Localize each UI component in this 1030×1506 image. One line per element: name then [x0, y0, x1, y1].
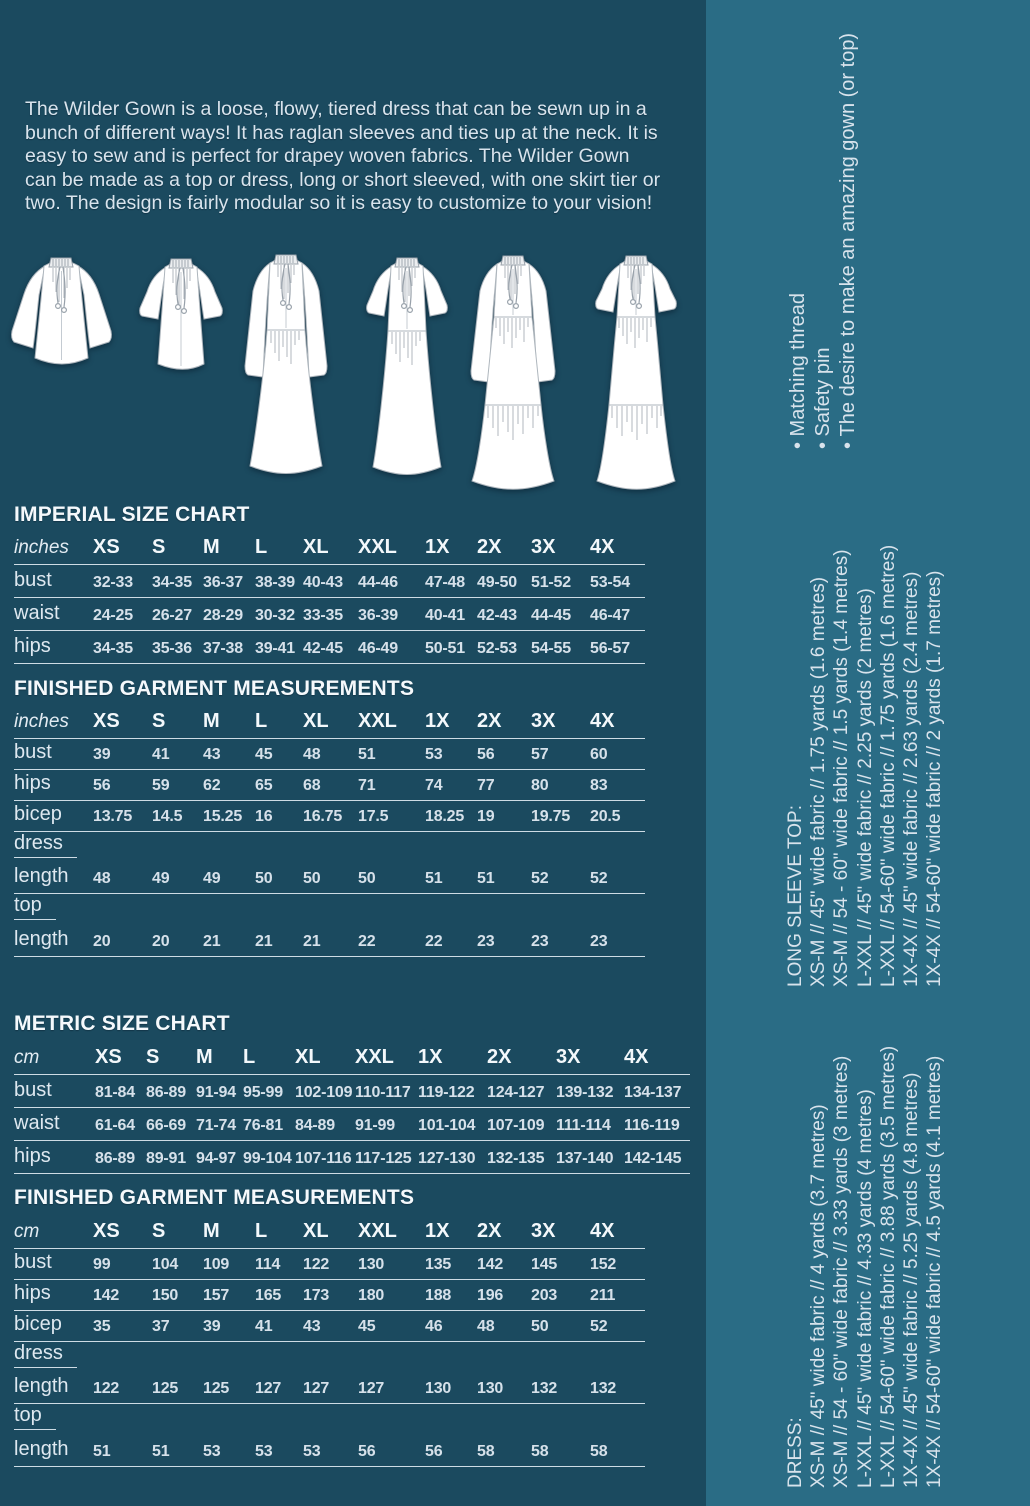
table-row: [14, 1248, 645, 1279]
measurement-value: 127: [255, 1373, 303, 1404]
fabric-requirement-line: XS-M // 54 - 60" wide fabric // 1.5 yards (1.4 metres): [831, 549, 853, 987]
table-row: [14, 564, 645, 597]
supply-item: • The desire to make an amazing gown (or top): [836, 9, 861, 449]
size-header: 4X: [590, 708, 645, 738]
table-row: [14, 894, 645, 926]
measurement-value: 180: [358, 1279, 425, 1310]
row-label: length: [14, 1435, 93, 1466]
measurement-value: 188: [425, 1279, 477, 1310]
size-header: S: [152, 708, 203, 738]
size-header: S: [152, 534, 203, 564]
measurement-value: 39-41: [255, 630, 303, 663]
measurement-value: 49: [152, 863, 203, 894]
row-label: waist: [14, 1107, 95, 1140]
measurement-value: 16.75: [303, 800, 358, 831]
measurement-value: 32-33: [93, 564, 152, 597]
measurement-value: 43: [303, 1310, 358, 1341]
size-header: 2X: [477, 708, 531, 738]
size-header: XL: [295, 1044, 355, 1074]
size-header: 3X: [531, 708, 590, 738]
table-row: [14, 800, 645, 831]
measurement-value: 60: [590, 738, 645, 769]
measurement-value: 17.5: [358, 800, 425, 831]
measurement-value: 53: [303, 1435, 358, 1466]
measurement-value: 101-104: [418, 1107, 487, 1140]
measurement-value: 44-46: [358, 564, 425, 597]
measurement-value: 50: [531, 1310, 590, 1341]
illustration-long-sleeve-midi-dress: [236, 254, 336, 478]
measurement-value: 46-49: [358, 630, 425, 663]
size-header: 1X: [425, 534, 477, 564]
row-label: length: [14, 863, 93, 894]
size-header: XL: [303, 534, 358, 564]
table-row: [14, 1373, 645, 1404]
row-label: bust: [14, 738, 93, 769]
size-header: 3X: [531, 534, 590, 564]
table-row: [14, 738, 645, 769]
measurement-value: 125: [203, 1373, 255, 1404]
measurement-value: 116-119: [624, 1107, 690, 1140]
measurement-value: 152: [590, 1248, 645, 1279]
measurement-value: 127: [358, 1373, 425, 1404]
measurement-value: 94-97: [196, 1140, 243, 1173]
measurement-value: 91-94: [196, 1074, 243, 1107]
measurement-value: 58: [477, 1435, 531, 1466]
measurement-value: 86-89: [146, 1074, 196, 1107]
metric-size-chart-heading: METRIC SIZE CHART: [14, 1012, 230, 1035]
row-label: hips: [14, 630, 93, 663]
measurement-value: 39: [93, 738, 152, 769]
measurement-value: 51: [425, 863, 477, 894]
imperial-size-chart-heading: IMPERIAL SIZE CHART: [14, 503, 250, 526]
measurement-value: 134-137: [624, 1074, 690, 1107]
measurement-value: 76-81: [243, 1107, 295, 1140]
imperial-size-chart-table: [14, 534, 645, 664]
measurement-value: 127-130: [418, 1140, 487, 1173]
dress-requirements: [784, 1006, 946, 1488]
supplies-list: [786, 9, 861, 449]
illustration-short-sleeve-top: [133, 258, 230, 372]
table-row: [14, 831, 645, 863]
measurement-value: 51-52: [531, 564, 590, 597]
measurement-value: 142: [477, 1248, 531, 1279]
table-header-row: [14, 1044, 690, 1074]
measurement-value: 43: [203, 738, 255, 769]
fabric-requirement-line: L-XXL // 54-60" wide fabric // 1.75 yards (1.6 metres): [877, 544, 899, 987]
measurement-value: 53: [203, 1435, 255, 1466]
measurement-value: 122: [93, 1373, 152, 1404]
row-label: hips: [14, 1140, 95, 1173]
table-row: [14, 925, 645, 956]
measurement-value: 83: [590, 769, 645, 800]
row-label: dress: [14, 1342, 77, 1368]
measurement-value: 26-27: [152, 597, 203, 630]
size-header: 2X: [477, 1218, 531, 1248]
fabric-requirement-line: 1X-4X // 45" wide fabric // 5.25 yards (4.8 metres): [901, 1072, 923, 1488]
measurement-value: 119-122: [418, 1074, 487, 1107]
measurement-value: 22: [425, 925, 477, 956]
measurement-value: 99-104: [243, 1140, 295, 1173]
unit-label: cm: [14, 1044, 95, 1074]
table-row: [14, 1279, 645, 1310]
measurement-value: 145: [531, 1248, 590, 1279]
table-row: [14, 1140, 690, 1173]
measurement-value: 15.25: [203, 800, 255, 831]
measurement-value: 24-25: [93, 597, 152, 630]
row-label: waist: [14, 597, 93, 630]
measurement-value: 50: [255, 863, 303, 894]
measurement-value: 37: [152, 1310, 203, 1341]
measurement-value: 59: [152, 769, 203, 800]
measurement-value: 130: [425, 1373, 477, 1404]
size-header: XS: [95, 1044, 146, 1074]
measurement-value: 56-57: [590, 630, 645, 663]
measurement-value: 211: [590, 1279, 645, 1310]
fabric-requirement-line: L-XXL // 45" wide fabric // 2.25 yards (2 metres): [854, 588, 876, 987]
measurement-value: 56: [477, 738, 531, 769]
measurement-value: 173: [303, 1279, 358, 1310]
metric-finished-table: [14, 1218, 645, 1467]
measurement-value: 102-109: [295, 1074, 355, 1107]
measurement-value: 51: [358, 738, 425, 769]
size-header: L: [255, 1218, 303, 1248]
measurement-value: 142-145: [624, 1140, 690, 1173]
size-header: 2X: [487, 1044, 556, 1074]
measurement-value: 44-45: [531, 597, 590, 630]
measurement-value: 34-35: [93, 630, 152, 663]
row-label: bicep: [14, 800, 93, 831]
fabric-requirement-line: 1X-4X // 45" wide fabric // 2.63 yards (2.4 metres): [901, 571, 923, 987]
measurement-value: 23: [477, 925, 531, 956]
fabric-requirement-line: 1X-4X // 54-60" wide fabric // 4.5 yards (4.1 metres): [924, 1055, 946, 1488]
imperial-finished-heading: FINISHED GARMENT MEASUREMENTS: [14, 677, 415, 700]
intro-paragraph: The Wilder Gown is a loose, flowy, tiered dress that can be sewn up in a bunch of different ways! It has raglan sleeves and ties up at the neck. It is easy to sew and is perfect for drapey woven fabrics. The Wilder Gown can be made as a top or dress, long or short sleeved, with one skirt tier or two. The design is fairly modular so it is easy to customize to your vision!: [25, 98, 661, 215]
measurement-value: 57: [531, 738, 590, 769]
measurement-value: 196: [477, 1279, 531, 1310]
size-header: XL: [303, 1218, 358, 1248]
row-label: dress: [14, 832, 77, 858]
measurement-value: 28-29: [203, 597, 255, 630]
measurement-value: 20: [152, 925, 203, 956]
measurement-value: 117-125: [355, 1140, 418, 1173]
measurement-value: 111-114: [556, 1107, 624, 1140]
row-label: bust: [14, 564, 93, 597]
fabric-requirement-line: XS-M // 54 - 60" wide fabric // 3.33 yards (3 metres): [831, 1055, 853, 1488]
table-row: [14, 630, 645, 663]
size-header: L: [243, 1044, 295, 1074]
measurement-value: 45: [255, 738, 303, 769]
measurement-value: 53: [255, 1435, 303, 1466]
dress-lines: [807, 1006, 946, 1488]
measurement-value: 48: [93, 863, 152, 894]
row-label: hips: [14, 769, 93, 800]
measurement-value: 35: [93, 1310, 152, 1341]
measurement-value: 124-127: [487, 1074, 556, 1107]
table-row: [14, 1435, 645, 1466]
table-row: [14, 1341, 645, 1373]
size-header: S: [146, 1044, 196, 1074]
long-sleeve-top-requirements: [784, 505, 946, 987]
measurement-value: 20: [93, 925, 152, 956]
measurement-value: 109: [203, 1248, 255, 1279]
measurement-value: 22: [358, 925, 425, 956]
measurement-value: 33-35: [303, 597, 358, 630]
table-header-row: [14, 708, 645, 738]
measurement-value: 71-74: [196, 1107, 243, 1140]
measurement-value: 127: [303, 1373, 358, 1404]
measurement-value: 104: [152, 1248, 203, 1279]
fabric-requirement-line: 1X-4X // 54-60" wide fabric // 2 yards (1.7 metres): [924, 570, 946, 987]
illustration-short-sleeve-midi-dress: [360, 257, 454, 478]
imperial-finished-table: [14, 708, 645, 957]
row-label: top: [14, 894, 56, 920]
size-header: 1X: [418, 1044, 487, 1074]
measurement-value: 91-99: [355, 1107, 418, 1140]
measurement-value: 21: [203, 925, 255, 956]
measurement-value: 40-43: [303, 564, 358, 597]
measurement-value: 42-45: [303, 630, 358, 663]
unit-label: cm: [14, 1218, 93, 1248]
size-header: XXL: [358, 1218, 425, 1248]
measurement-value: 53-54: [590, 564, 645, 597]
measurement-value: 86-89: [95, 1140, 146, 1173]
table-row: [14, 863, 645, 894]
size-header: 4X: [590, 1218, 645, 1248]
measurement-value: 48: [303, 738, 358, 769]
measurement-value: 139-132: [556, 1074, 624, 1107]
measurement-value: 52: [590, 1310, 645, 1341]
dress-title: DRESS:: [785, 1417, 806, 1488]
measurement-value: 114: [255, 1248, 303, 1279]
long-sleeve-top-lines: [807, 505, 946, 987]
size-header: 3X: [556, 1044, 624, 1074]
supply-item: • Matching thread: [786, 9, 811, 449]
table-row: [14, 769, 645, 800]
size-header: XXL: [358, 534, 425, 564]
measurement-value: 84-89: [295, 1107, 355, 1140]
measurement-value: 52: [531, 863, 590, 894]
fabric-requirement-line: L-XXL // 45" wide fabric // 4.33 yards (4 metres): [854, 1089, 876, 1488]
measurement-value: 135: [425, 1248, 477, 1279]
unit-label: inches: [14, 708, 93, 738]
measurement-value: 132: [531, 1373, 590, 1404]
measurement-value: 130: [477, 1373, 531, 1404]
measurement-value: 21: [303, 925, 358, 956]
measurement-value: 80: [531, 769, 590, 800]
row-label: bust: [14, 1248, 93, 1279]
measurement-value: 35-36: [152, 630, 203, 663]
fabric-requirement-line: XS-M // 45" wide fabric // 4 yards (3.7 metres): [808, 1104, 830, 1488]
measurement-value: 49: [203, 863, 255, 894]
measurement-value: 53: [425, 738, 477, 769]
measurement-value: 203: [531, 1279, 590, 1310]
measurement-value: 13.75: [93, 800, 152, 831]
size-header: 1X: [425, 1218, 477, 1248]
measurement-value: 132-135: [487, 1140, 556, 1173]
table-row: [14, 1404, 645, 1436]
measurement-value: 20.5: [590, 800, 645, 831]
fabric-requirement-line: L-XXL // 54-60" wide fabric // 3.88 yards (3.5 metres): [877, 1045, 899, 1488]
table-header-row: [14, 534, 645, 564]
size-header: 1X: [425, 708, 477, 738]
measurement-value: 36-39: [358, 597, 425, 630]
measurement-value: 74: [425, 769, 477, 800]
measurement-value: 125: [152, 1373, 203, 1404]
unit-label: inches: [14, 534, 93, 564]
measurement-value: 46: [425, 1310, 477, 1341]
measurement-value: 40-41: [425, 597, 477, 630]
measurement-value: 39: [203, 1310, 255, 1341]
measurement-value: 71: [358, 769, 425, 800]
measurement-value: 56: [358, 1435, 425, 1466]
measurement-value: 68: [303, 769, 358, 800]
row-label: hips: [14, 1279, 93, 1310]
table-header-row: [14, 1218, 645, 1248]
supply-item: • Safety pin: [811, 9, 836, 449]
measurement-value: 99: [93, 1248, 152, 1279]
fabric-requirement-line: XS-M // 45" wide fabric // 1.75 yards (1.6 metres): [808, 576, 830, 987]
size-header: 2X: [477, 534, 531, 564]
measurement-value: 58: [590, 1435, 645, 1466]
measurement-value: 51: [152, 1435, 203, 1466]
size-header: XXL: [358, 708, 425, 738]
measurement-value: 110-117: [355, 1074, 418, 1107]
size-header: S: [152, 1218, 203, 1248]
size-header: L: [255, 534, 303, 564]
table-row: [14, 1310, 645, 1341]
measurement-value: 34-35: [152, 564, 203, 597]
measurement-value: 50: [303, 863, 358, 894]
measurement-value: 37-38: [203, 630, 255, 663]
measurement-value: 132: [590, 1373, 645, 1404]
row-label: length: [14, 1373, 93, 1404]
measurement-value: 157: [203, 1279, 255, 1310]
metric-finished-heading: FINISHED GARMENT MEASUREMENTS: [14, 1186, 415, 1209]
table-row: [14, 1074, 690, 1107]
size-header: XS: [93, 1218, 152, 1248]
row-label: bust: [14, 1074, 95, 1107]
measurement-value: 122: [303, 1248, 358, 1279]
measurement-value: 23: [531, 925, 590, 956]
measurement-value: 142: [93, 1279, 152, 1310]
measurement-value: 52: [590, 863, 645, 894]
measurement-value: 50: [358, 863, 425, 894]
measurement-value: 45: [358, 1310, 425, 1341]
size-header: M: [203, 534, 255, 564]
measurement-value: 61-64: [95, 1107, 146, 1140]
measurement-value: 36-37: [203, 564, 255, 597]
measurement-value: 42-43: [477, 597, 531, 630]
size-header: XS: [93, 708, 152, 738]
table-row: [14, 597, 645, 630]
metric-size-chart-table: [14, 1044, 690, 1174]
measurement-value: 130: [358, 1248, 425, 1279]
measurement-value: 51: [477, 863, 531, 894]
measurement-value: 21: [255, 925, 303, 956]
measurement-value: 89-91: [146, 1140, 196, 1173]
size-header: XS: [93, 534, 152, 564]
size-header: 4X: [590, 534, 645, 564]
row-label: top: [14, 1404, 56, 1430]
measurement-value: 38-39: [255, 564, 303, 597]
measurement-value: 50-51: [425, 630, 477, 663]
table-row: [14, 1107, 690, 1140]
measurement-value: 49-50: [477, 564, 531, 597]
measurement-value: 62: [203, 769, 255, 800]
size-header: 3X: [531, 1218, 590, 1248]
size-header: M: [196, 1044, 243, 1074]
size-header: M: [203, 1218, 255, 1248]
measurement-value: 150: [152, 1279, 203, 1310]
row-label: bicep: [14, 1310, 93, 1341]
measurement-value: 58: [531, 1435, 590, 1466]
size-header: XXL: [355, 1044, 418, 1074]
measurement-value: 19.75: [531, 800, 590, 831]
measurement-value: 14.5: [152, 800, 203, 831]
measurement-value: 81-84: [95, 1074, 146, 1107]
measurement-value: 48: [477, 1310, 531, 1341]
measurement-value: 54-55: [531, 630, 590, 663]
measurement-value: 107-109: [487, 1107, 556, 1140]
illustration-short-sleeve-maxi-dress: [586, 255, 686, 492]
measurement-value: 77: [477, 769, 531, 800]
measurement-value: 137-140: [556, 1140, 624, 1173]
measurement-value: 19: [477, 800, 531, 831]
measurement-value: 47-48: [425, 564, 477, 597]
measurement-value: 52-53: [477, 630, 531, 663]
size-header: XL: [303, 708, 358, 738]
row-label: length: [14, 925, 93, 956]
measurement-value: 23: [590, 925, 645, 956]
illustration-long-sleeve-top: [4, 257, 119, 369]
size-header: M: [203, 708, 255, 738]
measurement-value: 46-47: [590, 597, 645, 630]
measurement-value: 56: [425, 1435, 477, 1466]
measurement-value: 56: [93, 769, 152, 800]
measurement-value: 65: [255, 769, 303, 800]
measurement-value: 30-32: [255, 597, 303, 630]
measurement-value: 95-99: [243, 1074, 295, 1107]
measurement-value: 41: [255, 1310, 303, 1341]
long-sleeve-top-title: LONG SLEEVE TOP:: [785, 805, 806, 987]
size-header: 4X: [624, 1044, 690, 1074]
measurement-value: 107-116: [295, 1140, 355, 1173]
measurement-value: 41: [152, 738, 203, 769]
measurement-value: 165: [255, 1279, 303, 1310]
measurement-value: 16: [255, 800, 303, 831]
measurement-value: 66-69: [146, 1107, 196, 1140]
size-header: L: [255, 708, 303, 738]
measurement-value: 18.25: [425, 800, 477, 831]
measurement-value: 51: [93, 1435, 152, 1466]
illustration-long-sleeve-maxi-dress: [456, 255, 570, 492]
